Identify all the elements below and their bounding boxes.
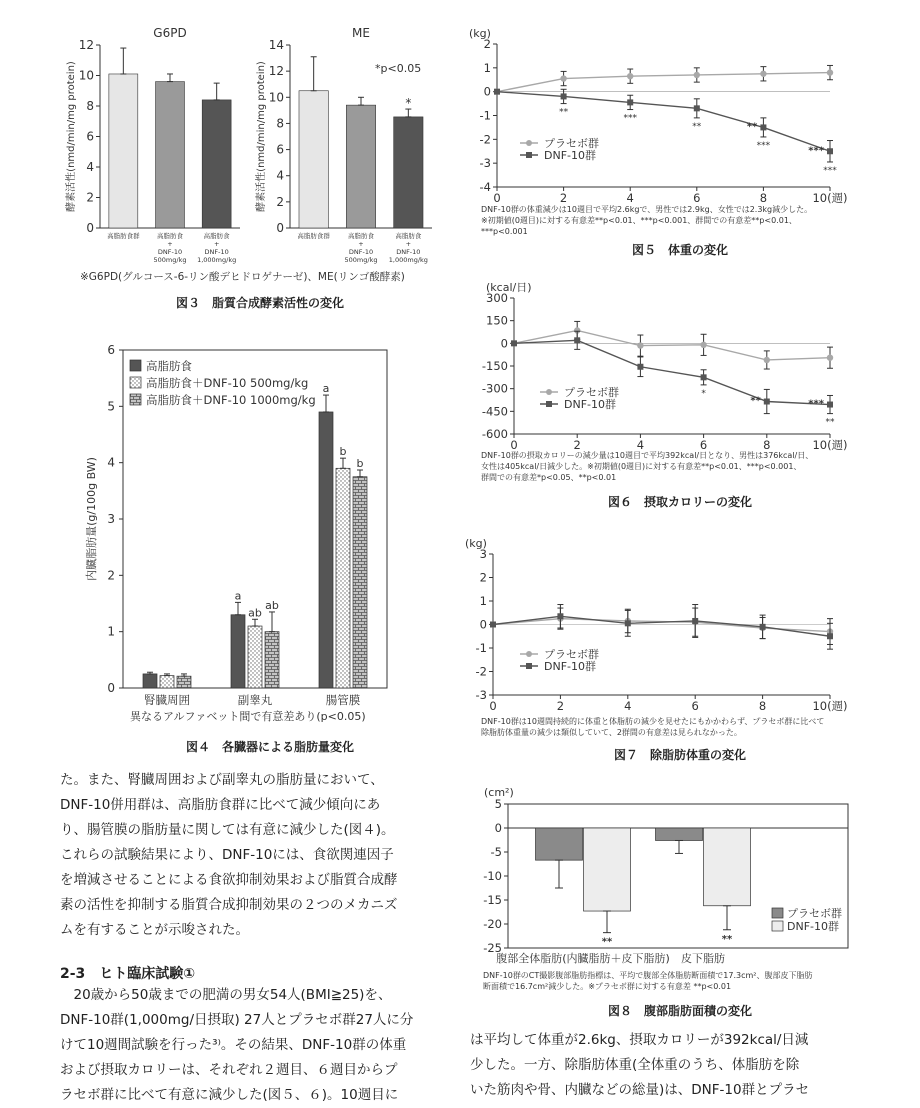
y-axis-label: 内臓脂肪量(g/100g BW) bbox=[85, 457, 98, 581]
right-paragraph bbox=[470, 1028, 880, 1103]
y-tick-label: 5 bbox=[107, 399, 115, 414]
y-tick-label: -4 bbox=[479, 180, 491, 194]
y-axis-label: 酵素活性(nmd/min/mg protein) bbox=[256, 61, 267, 212]
significance-letter: a bbox=[234, 589, 242, 603]
fig7-note-line-2: 除脂肪体重量の減少は類似していて、2群間の有意差は見られなかった。 bbox=[481, 728, 742, 737]
x-tick-label: + bbox=[405, 240, 412, 248]
fig6-caption: 図６ 摂取カロリーの変化 bbox=[607, 495, 752, 509]
y-tick-label: 0 bbox=[500, 336, 508, 351]
x-tick-label: 1,000mg/kg bbox=[388, 256, 428, 264]
fig3-caption: 図３ 脂質合成酵素活性の変化 bbox=[175, 296, 344, 310]
y-tick-label: -2 bbox=[479, 132, 491, 147]
text-line: 20歳から50歳までの肥満の男女54人(BMI≧25)を、 bbox=[60, 987, 392, 1003]
significance-letter: ab bbox=[248, 606, 262, 620]
y-tick-label: 2 bbox=[276, 194, 284, 209]
y-tick-label: 2 bbox=[479, 570, 487, 585]
x-tick-label: 副睾丸 bbox=[237, 693, 273, 707]
significance-mark: ** bbox=[721, 933, 733, 945]
fig8-note bbox=[483, 970, 813, 992]
fig8-caption: 図８ 腹部脂肪面積の変化 bbox=[607, 1004, 752, 1018]
left-paragraph bbox=[60, 768, 460, 943]
x-tick-label: 腎臓周囲 bbox=[144, 693, 190, 707]
x-tick-label: 高脂肪食群 bbox=[297, 232, 330, 240]
significance-mark: *** bbox=[808, 145, 824, 157]
x-tick-label: 高脂肪食 bbox=[395, 232, 422, 240]
y-tick-label: -10 bbox=[483, 869, 502, 883]
y-tick-label: 1 bbox=[107, 624, 115, 639]
section-paragraph bbox=[60, 983, 460, 1108]
legend-label: プラセボ群 bbox=[544, 137, 599, 150]
y-tick-label: 0 bbox=[483, 84, 491, 99]
y-tick-label: 0 bbox=[107, 681, 115, 695]
legend-swatch bbox=[772, 921, 783, 931]
x-tick-label: 4 bbox=[626, 191, 634, 205]
text-line: 素の活性を抑制する脂質合成抑制効果の２つのメカニズ bbox=[60, 897, 398, 913]
between-group-mark: ** bbox=[559, 107, 569, 118]
y-tick-label: -3 bbox=[475, 688, 487, 702]
text-line: 少した。一方、除脂肪体重(全体重のうち、体脂肪を除 bbox=[470, 1057, 800, 1073]
y-tick-label: 0 bbox=[494, 821, 502, 835]
y-tick-label: 300 bbox=[486, 291, 508, 305]
x-tick-label: 皮下脂肪 bbox=[681, 952, 725, 965]
x-tick-label: 500mg/kg bbox=[344, 256, 378, 264]
x-tick-label: 高脂肪食 bbox=[348, 232, 374, 240]
legend-label: 高脂肪食＋DNF-10 1000mg/kg bbox=[146, 393, 316, 407]
y-tick-label: 0 bbox=[276, 221, 284, 235]
y-tick-label: 4 bbox=[276, 168, 284, 183]
between-group-mark: *** bbox=[623, 113, 637, 124]
x-tick-label: 1,000mg/kg bbox=[197, 256, 237, 264]
bar bbox=[584, 828, 631, 911]
y-tick-label: 8 bbox=[276, 116, 284, 131]
x-tick-label: DNF-10 bbox=[396, 248, 421, 256]
fig8-note-line-1: DNF-10群のCT撮影腹部脂肪指標は、平均で腹部全体脂肪断面積で17.3cm²、腹部皮下脂肪 bbox=[483, 971, 813, 980]
text-line: いた筋肉や骨、内臓などの総量)は、DNF-10群とプラセ bbox=[470, 1082, 810, 1098]
fig5-note-line-3: ***p<0.001 bbox=[481, 227, 528, 236]
x-tick-label: DNF-10 bbox=[348, 248, 374, 256]
chart-title: ME bbox=[352, 26, 370, 40]
text-line: けて10週間試験を行った³⁾。その結果、DNF-10群の体重 bbox=[60, 1037, 407, 1053]
y-tick-label: -20 bbox=[483, 917, 502, 931]
x-tick-label: 2 bbox=[573, 438, 581, 452]
x-tick-label: 6 bbox=[691, 699, 699, 713]
y-tick-label: -1 bbox=[479, 108, 491, 123]
y-tick-label: -1 bbox=[475, 641, 487, 655]
x-tick-label: DNF-10 bbox=[204, 248, 229, 256]
fig6-note-line-3: 群間での有意差*p<0.05、**p<0.01 bbox=[481, 473, 617, 482]
fig7-caption: 図７ 除脂肪体重の変化 bbox=[613, 748, 746, 762]
y-tick-label: 1 bbox=[483, 60, 491, 75]
significance-letter: b bbox=[339, 445, 347, 459]
x-tick-label: DNF-10 bbox=[157, 248, 183, 256]
text-line: これらの試験結果により、DNF-10には、食欲関連因子 bbox=[60, 847, 394, 863]
legend-label: 高脂肪食＋DNF-10 500mg/kg bbox=[146, 376, 309, 390]
legend-label: プラセボ群 bbox=[544, 648, 599, 661]
legend-label: DNF-10群 bbox=[544, 149, 596, 162]
y-tick-label: 3 bbox=[107, 512, 115, 526]
x-tick-label: 高脂肪食 bbox=[157, 232, 183, 240]
legend-label: DNF-10群 bbox=[564, 398, 616, 411]
y-tick-label: -600 bbox=[481, 427, 508, 441]
y-tick-label: 4 bbox=[86, 160, 94, 174]
y-tick-label: 6 bbox=[107, 343, 115, 357]
x-tick-label: 6 bbox=[693, 191, 701, 205]
x-tick-label: 8 bbox=[758, 699, 767, 713]
x-tick-label: 2 bbox=[556, 699, 565, 713]
y-tick-label: 1 bbox=[479, 594, 487, 608]
axis-unit: (kg) bbox=[465, 537, 487, 550]
y-tick-label: 0 bbox=[86, 221, 94, 235]
x-tick-label: 2 bbox=[559, 191, 568, 205]
text-line: DNF-10群(1,000mg/日摂取) 27人とプラセボ群27人に分 bbox=[60, 1012, 414, 1028]
y-tick-label: 2 bbox=[483, 37, 491, 51]
significance-letter: b bbox=[356, 456, 364, 470]
x-tick-label: 高脂肪食群 bbox=[107, 232, 140, 240]
text-line: DNF-10併用群は、高脂肪食群に比べて減少傾向にあ bbox=[60, 797, 381, 813]
fig8-note-line-2: 断面積で16.7cm²減少した。※プラセボ群に対する有意差 **p<0.01 bbox=[483, 982, 732, 991]
x-tick-label: 高脂肪食 bbox=[203, 232, 230, 240]
x-tick-label: 腹部全体脂肪(内臓脂肪＋皮下脂肪) bbox=[496, 952, 670, 965]
y-tick-label: 4 bbox=[107, 455, 115, 470]
fig7-note-line-1: DNF-10群は10週間持続的に体重と体脂肪の減少を見せたにもかかわらず、プラセボ群に比べて bbox=[481, 717, 825, 726]
fig6-note-line-2: 女性は405kcal/日減少した。※初期値(0週目)に対する有意差**p<0.01、***p<0.001、 bbox=[481, 462, 802, 471]
x-tick-label: 腸管膜 bbox=[325, 693, 361, 707]
legend-label: DNF-10群 bbox=[544, 660, 596, 673]
y-tick-label: 150 bbox=[486, 313, 508, 328]
bar bbox=[656, 828, 703, 840]
x-tick-label: 4 bbox=[624, 699, 632, 713]
y-tick-label: 14 bbox=[268, 38, 284, 52]
y-tick-label: 0 bbox=[479, 617, 487, 632]
significance-mark: *** bbox=[808, 398, 824, 410]
y-tick-label: 8 bbox=[86, 99, 94, 113]
x-tick-label: 0 bbox=[510, 438, 518, 452]
y-tick-label: -2 bbox=[475, 664, 487, 679]
fig3-footnote: ※G6PD(グルコース-6-リン酸デヒドロゲナーゼ)、ME(リンゴ酸酵素) bbox=[80, 271, 405, 283]
y-tick-label: 6 bbox=[86, 129, 94, 144]
significance-letter: ab bbox=[265, 598, 279, 612]
y-tick-label: -3 bbox=[479, 156, 491, 171]
fig4-caption: 図４ 各臓器による脂肪量変化 bbox=[185, 740, 354, 754]
text-line: ラセボ群に比べて有意に減少した(図５、６)。10週目に bbox=[60, 1087, 399, 1103]
axis-unit: (cm²) bbox=[484, 786, 514, 799]
x-tick-label: 10(週) bbox=[812, 191, 848, 205]
fig5-caption: 図５ 体重の変化 bbox=[631, 243, 728, 257]
x-tick-label: 8 bbox=[759, 191, 768, 205]
fig3-pvalue-note: *p<0.05 bbox=[375, 62, 422, 75]
y-tick-label: 10 bbox=[78, 68, 94, 83]
text-line: ムを有することが示唆された。 bbox=[60, 922, 249, 938]
legend-label: DNF-10群 bbox=[787, 920, 839, 933]
y-tick-label: -300 bbox=[481, 381, 508, 396]
x-tick-label: 6 bbox=[699, 438, 708, 452]
x-tick-label: 8 bbox=[763, 438, 771, 452]
significance-mark: ** bbox=[601, 936, 613, 948]
axis-unit: (kcal/日) bbox=[486, 281, 532, 294]
x-tick-label: 4 bbox=[636, 438, 645, 452]
x-tick-label: 0 bbox=[489, 699, 497, 713]
text-line: を増減させることによる食欲抑制効果および脂質合成酵 bbox=[60, 872, 398, 888]
text-line: た。また、腎臓周囲および副睾丸の脂肪量において、 bbox=[60, 772, 384, 788]
x-tick-label: + bbox=[358, 240, 364, 248]
y-tick-label: 10 bbox=[268, 90, 284, 105]
significance-mark: * bbox=[405, 96, 412, 111]
y-tick-label: 12 bbox=[268, 64, 284, 79]
significance-mark: ** bbox=[750, 395, 761, 407]
y-tick-label: 12 bbox=[78, 38, 94, 52]
text-line: および摂取カロリーは、それぞれ２週目、６週目からプ bbox=[60, 1062, 398, 1078]
bar bbox=[536, 828, 583, 860]
text-line: は平均して体重が2.6kg、摂取カロリーが392kcal/日減 bbox=[470, 1032, 809, 1048]
text-line: り、腸管膜の脂肪量に関しては有意に減少した(図４)。 bbox=[60, 822, 395, 838]
between-group-mark: * bbox=[701, 388, 706, 399]
y-tick-label: 3 bbox=[479, 547, 487, 561]
fig6-note-line-1: DNF-10群の摂取カロリーの減少量は10週目で平均392kcal/日となり、男性は376kcal/日、 bbox=[481, 451, 814, 460]
y-tick-label: 2 bbox=[86, 190, 94, 205]
between-group-mark: *** bbox=[823, 165, 837, 176]
axis-unit: (kg) bbox=[469, 27, 491, 40]
bar bbox=[704, 828, 751, 906]
significance-letter: a bbox=[322, 382, 330, 396]
x-tick-label: + bbox=[167, 240, 173, 248]
x-tick-label: 0 bbox=[493, 191, 501, 205]
between-group-mark: ** bbox=[825, 417, 835, 428]
x-tick-label: 500mg/kg bbox=[153, 256, 187, 264]
legend-label: プラセボ群 bbox=[787, 907, 842, 920]
x-tick-label: 10(週) bbox=[812, 699, 848, 713]
y-tick-label: -450 bbox=[481, 404, 508, 419]
fig4-footnote: 異なるアルファベット間で有意差あり(p<0.05) bbox=[130, 710, 366, 723]
y-tick-label: 6 bbox=[276, 142, 284, 157]
y-tick-label: -25 bbox=[483, 941, 502, 955]
chart-title: G6PD bbox=[153, 26, 187, 40]
y-tick-label: -5 bbox=[490, 845, 502, 859]
y-axis-label: 酵素活性(nmd/min/mg protein) bbox=[66, 61, 77, 212]
between-group-mark: ** bbox=[692, 121, 702, 132]
y-tick-label: -150 bbox=[481, 359, 508, 373]
y-tick-label: 5 bbox=[494, 797, 502, 811]
x-tick-label: 10(週) bbox=[812, 438, 848, 452]
between-group-mark: *** bbox=[756, 140, 771, 151]
y-tick-label: 2 bbox=[107, 568, 115, 583]
legend-label: 高脂肪食 bbox=[146, 359, 192, 373]
fig5-note-line-1: DNF-10群の体重減少は10週目で平均2.6kgで、男性では2.9kg、女性では2.3kg減少した。 bbox=[481, 205, 813, 214]
y-tick-label: -15 bbox=[483, 893, 502, 907]
fig5-note-line-2: ※初期値(0週目)に対する有意差**p<0.01、***p<0.001、群間での有意差**p<0.01、 bbox=[481, 216, 797, 225]
legend-label: プラセボ群 bbox=[564, 386, 619, 399]
section-heading: 2-3 ヒト臨床試験① bbox=[60, 966, 196, 982]
legend-swatch bbox=[772, 908, 783, 918]
significance-mark: ** bbox=[746, 121, 758, 133]
x-tick-label: + bbox=[213, 240, 220, 248]
